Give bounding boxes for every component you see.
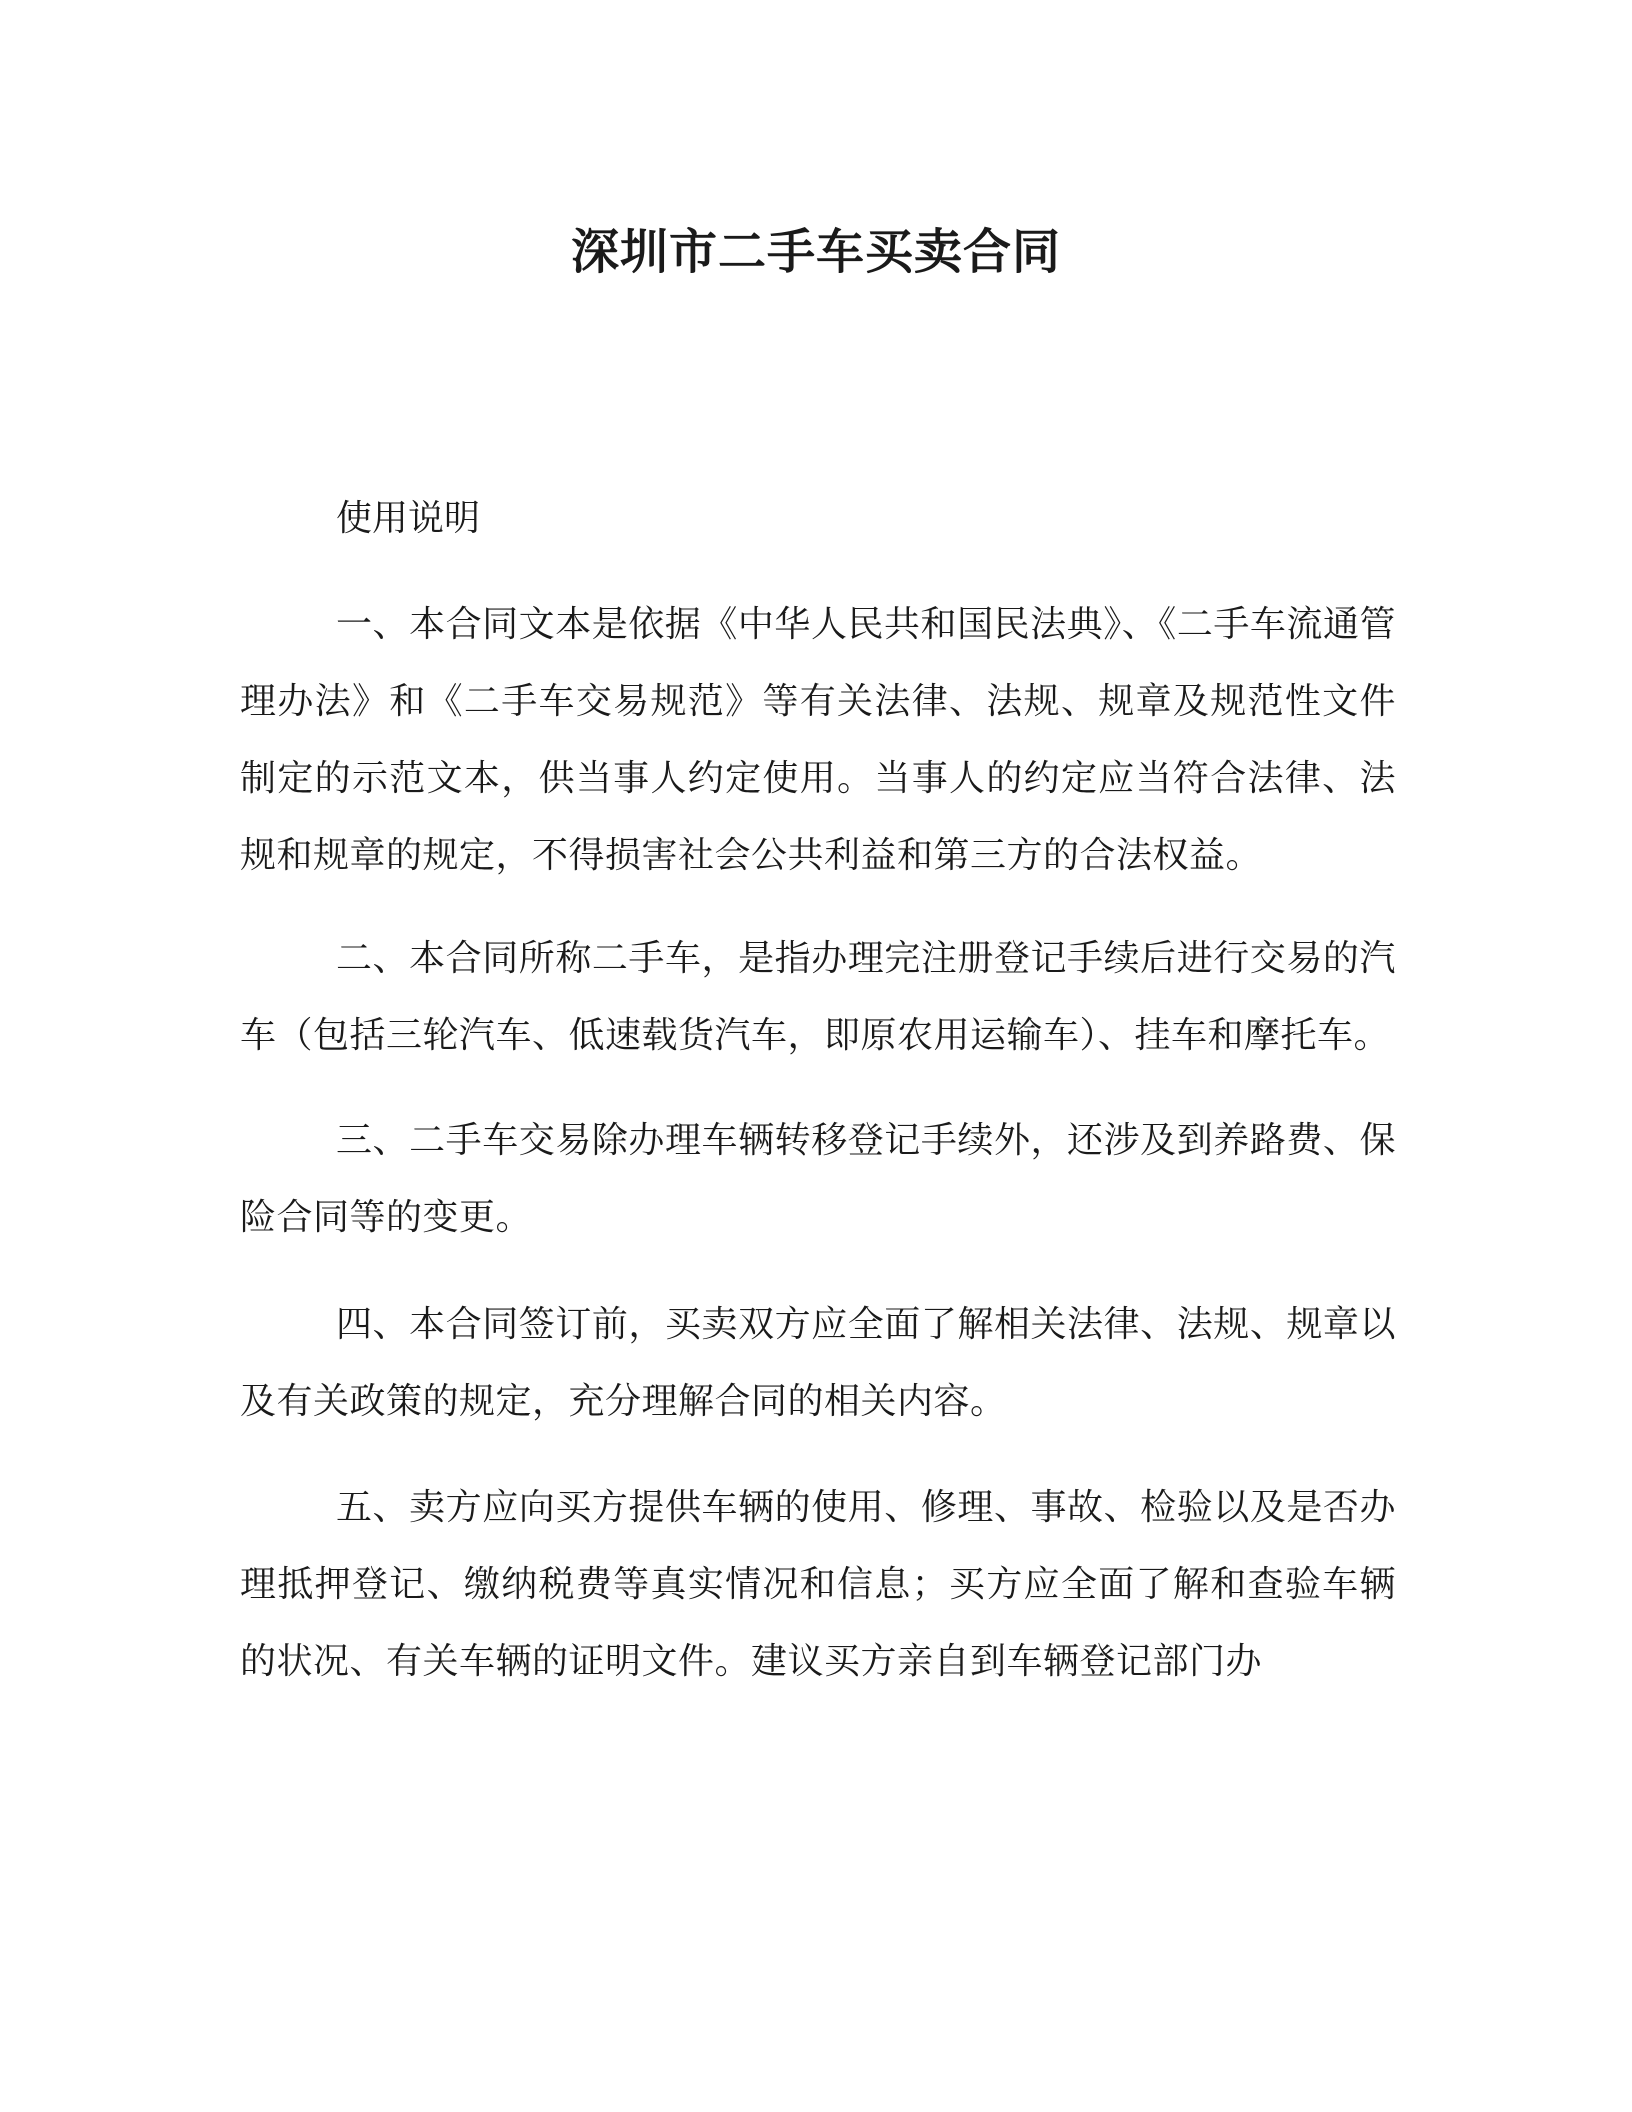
document-title: 深圳市二手车买卖合同 bbox=[570, 224, 1061, 280]
clause-2: 二、本合同所称二手车，是指办理完注册登记手续后进行交易的汽车（包括三轮汽车、低速载货汽车，即原农用运输车）、挂车和摩托车。 bbox=[240, 938, 1396, 1056]
clause-3: 三、二手车交易除办理车辆转移登记手续外，还涉及到养路费、保险合同等的变更。 bbox=[240, 1120, 1396, 1238]
clause-4: 四、本合同签订前，买卖双方应全面了解相关法律、法规、规章以及有关政策的规定，充分理解合同的相关内容。 bbox=[240, 1304, 1396, 1422]
clause-5: 五、卖方应向买方提供车辆的使用、修理、事故、检验以及是否办理抵押登记、缴纳税费等真实情况和信息；买方应全面了解和查验车辆的状况、有关车辆的证明文件。建议买方亲自到车辆登记部门办 bbox=[240, 1487, 1396, 1682]
clause-1: 一、本合同文本是依据《中华人民共和国民法典》、《二手车流通管理办法》和《二手车交易规范》等有关法律、法规、规章及规范性文件制定的示范文本，供当事人约定使用。当事人的约定应当符合法律、法规和规章的规定，不得损害社会公共利益和第三方的合法权益。 bbox=[240, 604, 1396, 876]
document-body bbox=[240, 492, 1396, 1700]
instructions-heading: 使用说明 bbox=[336, 498, 481, 539]
